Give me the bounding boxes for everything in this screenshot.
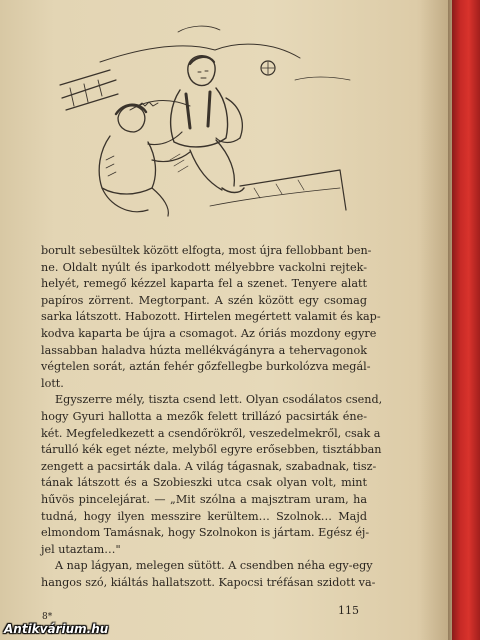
text-line: kodva kaparta be újra a csomagot. Az óriás mozdony egyre <box>41 326 377 340</box>
ink-sketch-illustration <box>40 10 360 230</box>
text-line: hogy Gyuri hallotta a mezők felett trillázó pacsirták éne- <box>41 409 367 423</box>
text-line: ne. Oldalt nyúlt és iparkodott mélyebbre vackolni rejtek- <box>41 260 367 274</box>
text-line: helyét, remegő kézzel kaparta fel a szenet. Tenyere alatt <box>41 277 367 291</box>
watermark: Antikvárium.hu <box>4 622 109 636</box>
text-line: elmondom Tamásnak, hogy Szolnokon is jártam. Egész éj- <box>41 526 370 540</box>
text-line: lott. <box>41 376 64 390</box>
red-book-cover <box>452 0 480 640</box>
text-line: tának látszott és a Szobieszki utca csak olyan volt, mint <box>41 476 367 490</box>
text-line: borult sebesültek között elfogta, most újra fellobbant ben- <box>41 244 372 257</box>
text-line: tudná, hogy ilyen messzire kerültem… Szolnok… Majd <box>41 509 367 523</box>
body-text <box>41 243 383 591</box>
text-line: tárulló kék eget nézte, melyből egyre erősebben, tisztábban <box>41 443 382 457</box>
text-line: végtelen sorát, aztán fehér gőzfellegbe burkolózva megál- <box>41 360 371 374</box>
text-line: papíros zörrent. Megtorpant. A szén között egy csomag <box>41 293 367 307</box>
text-line: jel utaztam…" <box>41 542 121 556</box>
text-line: sarka látszott. Habozott. Hirtelen megértett valamit és kap- <box>41 310 381 324</box>
text-line: hangos szó, kiáltás hallatszott. Kapocsi tréfásan szidott va- <box>41 575 376 589</box>
signature-mark: 8* <box>42 612 53 622</box>
text-line: zengett a pacsirták dala. A világ tágasnak, szabadnak, tisz- <box>41 459 377 473</box>
text-line: Egyszerre mély, tiszta csend lett. Olyan csodálatos csend, <box>55 393 383 407</box>
text-line: két. Megfeledkezett a csendőrökről, veszedelmekről, csak a <box>41 426 381 440</box>
text-line: A nap lágyan, melegen sütött. A csendben néha egy-egy <box>55 559 373 573</box>
page-number: 115 <box>338 604 359 617</box>
text-line: lassabban haladva húzta mellékvágányra a tehervagonok <box>41 343 367 357</box>
text-line: hűvös pincelejárat. — „Mit szólna a majsztram uram, ha <box>41 492 367 506</box>
